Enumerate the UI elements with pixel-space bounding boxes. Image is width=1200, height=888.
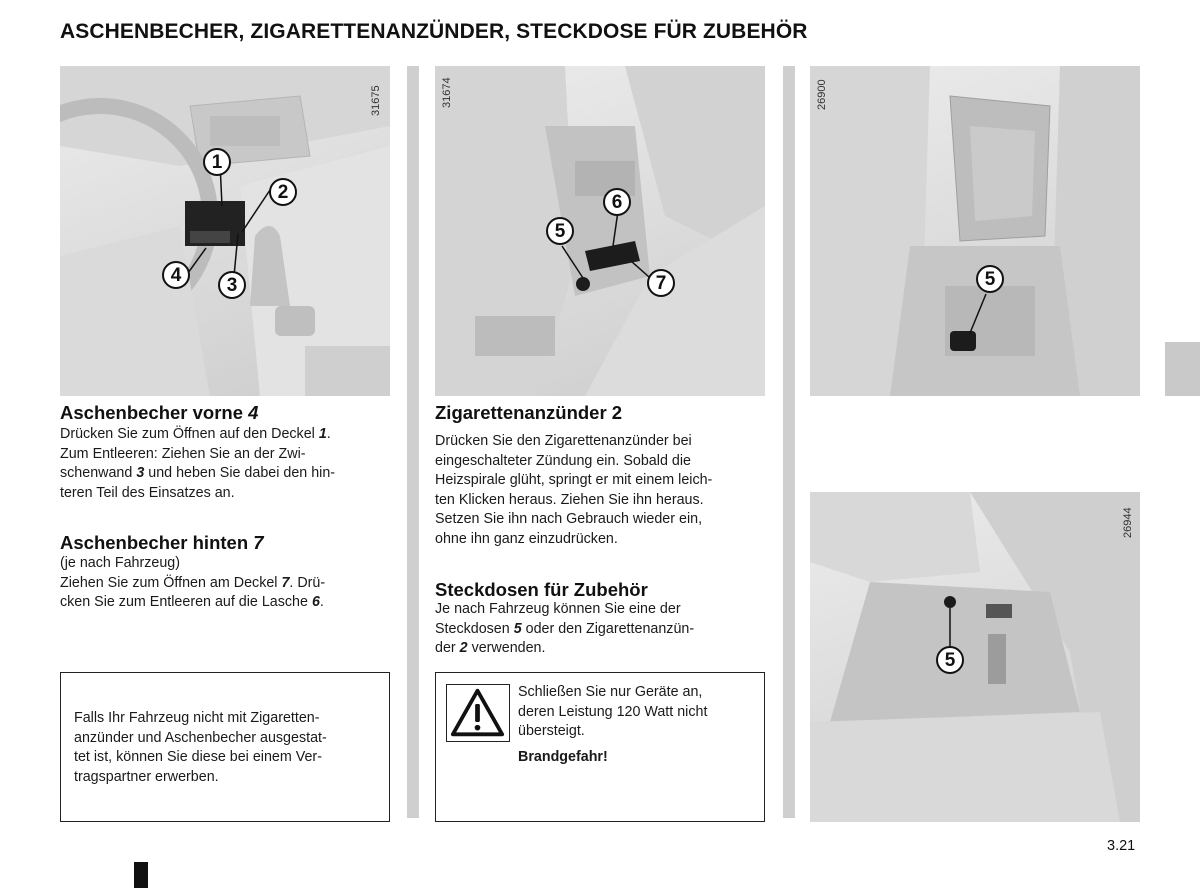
column-divider-left — [407, 66, 419, 818]
note-text: Falls Ihr Fahrzeug nicht mit Zigaretten- anzünder und Aschenbecher ausgestat- tet ist, können Sie diese bei einem Ver- tragspartner erwerben. — [74, 710, 327, 785]
callout-6: 6 — [603, 188, 631, 216]
text: und heben Sie dabei den hin- teren Teil des Einsatzes an. — [60, 465, 336, 501]
ref-number: 1 — [318, 426, 327, 442]
ref-number: 2 — [459, 640, 468, 656]
text: . Zum Entleeren: Ziehen Sie an der Zwi- schenwand — [60, 426, 331, 481]
section-lighter-title: Zigarettenanzünder 2 — [435, 402, 623, 423]
warning-triangle-glyph — [447, 685, 508, 740]
section-front-ashtray-title — [60, 402, 258, 424]
ref-number: 3 — [136, 465, 145, 481]
warning-triangle-icon — [446, 684, 510, 742]
page-edge-mark — [134, 862, 148, 888]
column-divider-right — [783, 66, 795, 818]
figure-number: 31675 — [370, 85, 382, 116]
section-rear-ashtray-title — [60, 532, 264, 554]
photo-armrest — [810, 66, 1140, 396]
callout-3: 3 — [218, 271, 246, 299]
figure-number: 26944 — [1122, 507, 1134, 538]
ref-number: 5 — [513, 620, 522, 637]
callout-5: 5 — [546, 217, 574, 245]
ref-number: 7 — [281, 574, 290, 591]
section-sockets-text — [435, 600, 765, 659]
text: . Drü- cken Sie zum Entleeren auf die Lasche — [60, 574, 326, 610]
figure-number: 31674 — [441, 77, 453, 108]
text: oder den Zigarettenanzün- der — [435, 620, 695, 656]
callout-7: 7 — [647, 269, 675, 297]
text: Je nach Fahrzeug können Sie eine der Steckdosen — [435, 601, 681, 637]
callout-5: 5 — [976, 265, 1004, 293]
armrest-illustration — [810, 66, 1140, 396]
ref-number: 7 — [253, 532, 264, 553]
section-front-ashtray-text — [60, 425, 390, 503]
text: (je nach Fahrzeug) Ziehen Sie zum Öffnen am Deckel — [60, 555, 278, 591]
photo-trunk — [810, 492, 1140, 822]
photo-rear-console — [435, 66, 765, 396]
figure-number: 26900 — [816, 79, 828, 110]
ref-number: 4 — [248, 402, 259, 423]
callout-5: 5 — [936, 646, 964, 674]
callout-1: 1 — [203, 148, 231, 176]
side-tab — [1165, 342, 1200, 396]
title-text: Aschenbecher hinten — [60, 532, 254, 553]
text: verwenden. — [467, 640, 546, 656]
ref-number: 6 — [311, 594, 320, 610]
section-lighter-text: Drücken Sie den Zigarettenanzünder bei eingeschalteter Zündung ein. Sobald die Heizspirale glüht, springt er mit einem leich- ten Klicken heraus. Ziehen Sie ihn heraus. Setzen Sie ihn nach Gebrauch wieder ein, ohne ihn ganz einzudrücken. — [435, 433, 713, 547]
page-number: 3.21 — [1107, 838, 1136, 854]
section-sockets-title: Steckdosen für Zubehör — [435, 579, 648, 600]
warning-text: Schließen Sie nur Geräte an, deren Leistung 120 Watt nicht übersteigt. — [518, 684, 708, 739]
front-console-illustration — [60, 66, 390, 396]
text: . — [319, 594, 324, 610]
section-rear-ashtray-text — [60, 554, 390, 613]
callout-2: 2 — [269, 178, 297, 206]
title-text: Aschenbecher vorne — [60, 402, 249, 423]
photo-front-console — [60, 66, 390, 396]
warning-emphasis: Brandgefahr! — [518, 749, 608, 765]
callout-4: 4 — [162, 261, 190, 289]
text: Drücken Sie zum Öffnen auf den Deckel — [60, 426, 319, 442]
rear-console-illustration — [435, 66, 765, 396]
page-title: ASCHENBECHER, ZIGARETTENANZÜNDER, STECKDOSE FÜR ZUBEHÖR — [60, 20, 808, 43]
trunk-illustration — [810, 492, 1140, 822]
